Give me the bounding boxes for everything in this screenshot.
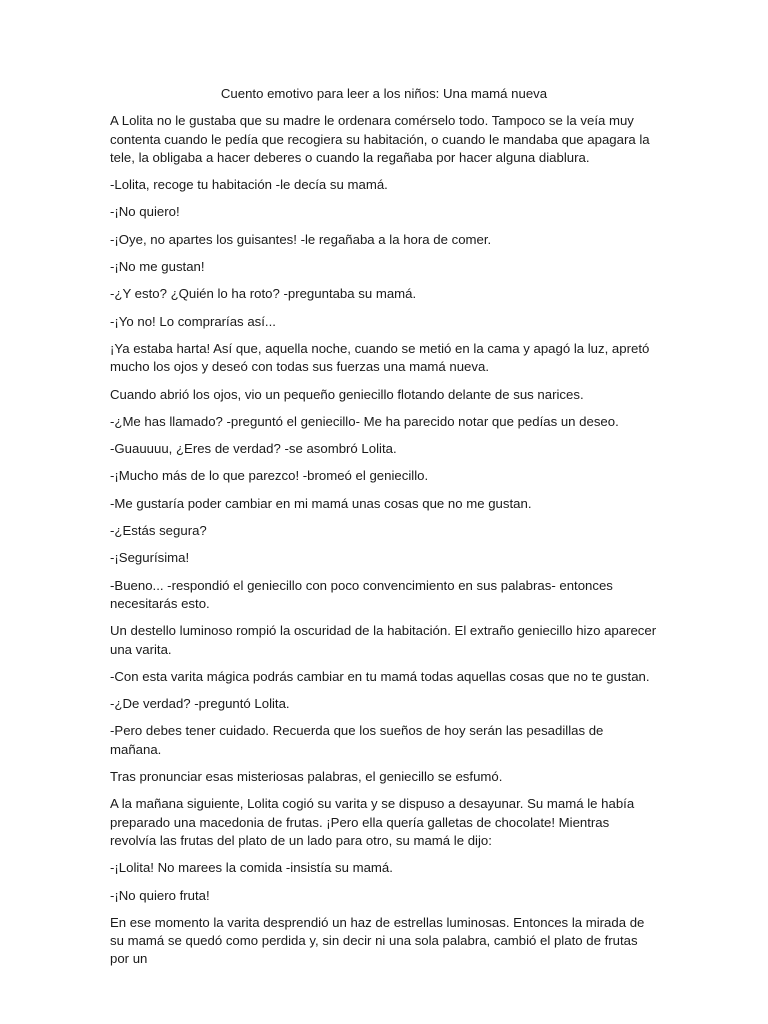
paragraph: -¡No me gustan! xyxy=(110,259,205,275)
paragraph: -¿Me has llamado? -preguntó el geniecillo- Me ha parecido notar que pedías un deseo. xyxy=(110,413,619,429)
paragraph: -Con esta varita mágica podrás cambiar en tu mamá todas aquellas cosas que no te gustan. xyxy=(110,668,650,684)
paragraph: A la mañana siguiente, Lolita cogió su varita y se dispuso a desayunar. Su mamá le había preparado una macedonia de frutas. ¡Pero ella quería galletas de chocolate! Mientras revolvía las frutas del plato de un lado para otro, su mamá le dijo: xyxy=(110,796,635,848)
paragraph: -Guauuuu, ¿Eres de verdad? -se asombró Lolita. xyxy=(110,441,397,457)
paragraph: ¡Ya estaba harta! Así que, aquella noche, cuando se metió en la cama y apagó la luz, apretó mucho los ojos y deseó con todas sus fuerzas una mamá nueva. xyxy=(110,340,650,375)
paragraph: -¡Segurísima! xyxy=(110,550,190,566)
paragraph: -¿Estás segura? xyxy=(110,523,207,539)
paragraph: -¡No quiero fruta! xyxy=(110,887,210,903)
document-body xyxy=(110,85,658,978)
paragraph: A Lolita no le gustaba que su madre le ordenara comérselo todo. Tampoco se la veía muy contenta cuando le pedía que recogiera su habitación, o cuando le mandaba que apagara la tele, la obligaba a hacer deberes o cuando la regañaba por hacer alguna diablura. xyxy=(110,113,650,165)
paragraph: -¡Yo no! Lo comprarías así... xyxy=(110,313,276,329)
paragraph: Cuando abrió los ojos, vio un pequeño geniecillo flotando delante de sus narices. xyxy=(110,386,584,402)
paragraph: -¡Mucho más de lo que parezco! -bromeó el geniecillo. xyxy=(110,468,429,484)
paragraph: En ese momento la varita desprendió un haz de estrellas luminosas. Entonces la mirada de su mamá se quedó como perdida y, sin decir ni una sola palabra, cambió el plato de frutas por un xyxy=(110,914,645,967)
paragraph: -Me gustaría poder cambiar en mi mamá unas cosas que no me gustan. xyxy=(110,495,532,511)
document-title: Cuento emotivo para leer a los niños: Una mamá nueva xyxy=(220,86,548,101)
paragraph: Un destello luminoso rompió la oscuridad de la habitación. El extraño geniecillo hizo aparecer una varita. xyxy=(110,623,657,657)
paragraph: -Pero debes tener cuidado. Recuerda que los sueños de hoy serán las pesadillas de mañana. xyxy=(110,723,604,757)
paragraph: -¿De verdad? -preguntó Lolita. xyxy=(110,696,290,712)
paragraph: -¡Lolita! No marees la comida -insistía su mamá. xyxy=(110,860,393,876)
paragraph: Tras pronunciar esas misteriosas palabras, el geniecillo se esfumó. xyxy=(110,769,503,785)
paragraph: -¿Y esto? ¿Quién lo ha roto? -preguntaba su mamá. xyxy=(110,286,417,302)
paragraph: -Lolita, recoge tu habitación -le decía su mamá. xyxy=(110,177,388,193)
paragraph: -¡Oye, no apartes los guisantes! -le regañaba a la hora de comer. xyxy=(110,231,492,247)
paragraph: -Bueno... -respondió el geniecillo con poco convencimiento en sus palabras- entonces necesitarás esto. xyxy=(110,577,613,611)
paragraph: -¡No quiero! xyxy=(110,204,180,220)
